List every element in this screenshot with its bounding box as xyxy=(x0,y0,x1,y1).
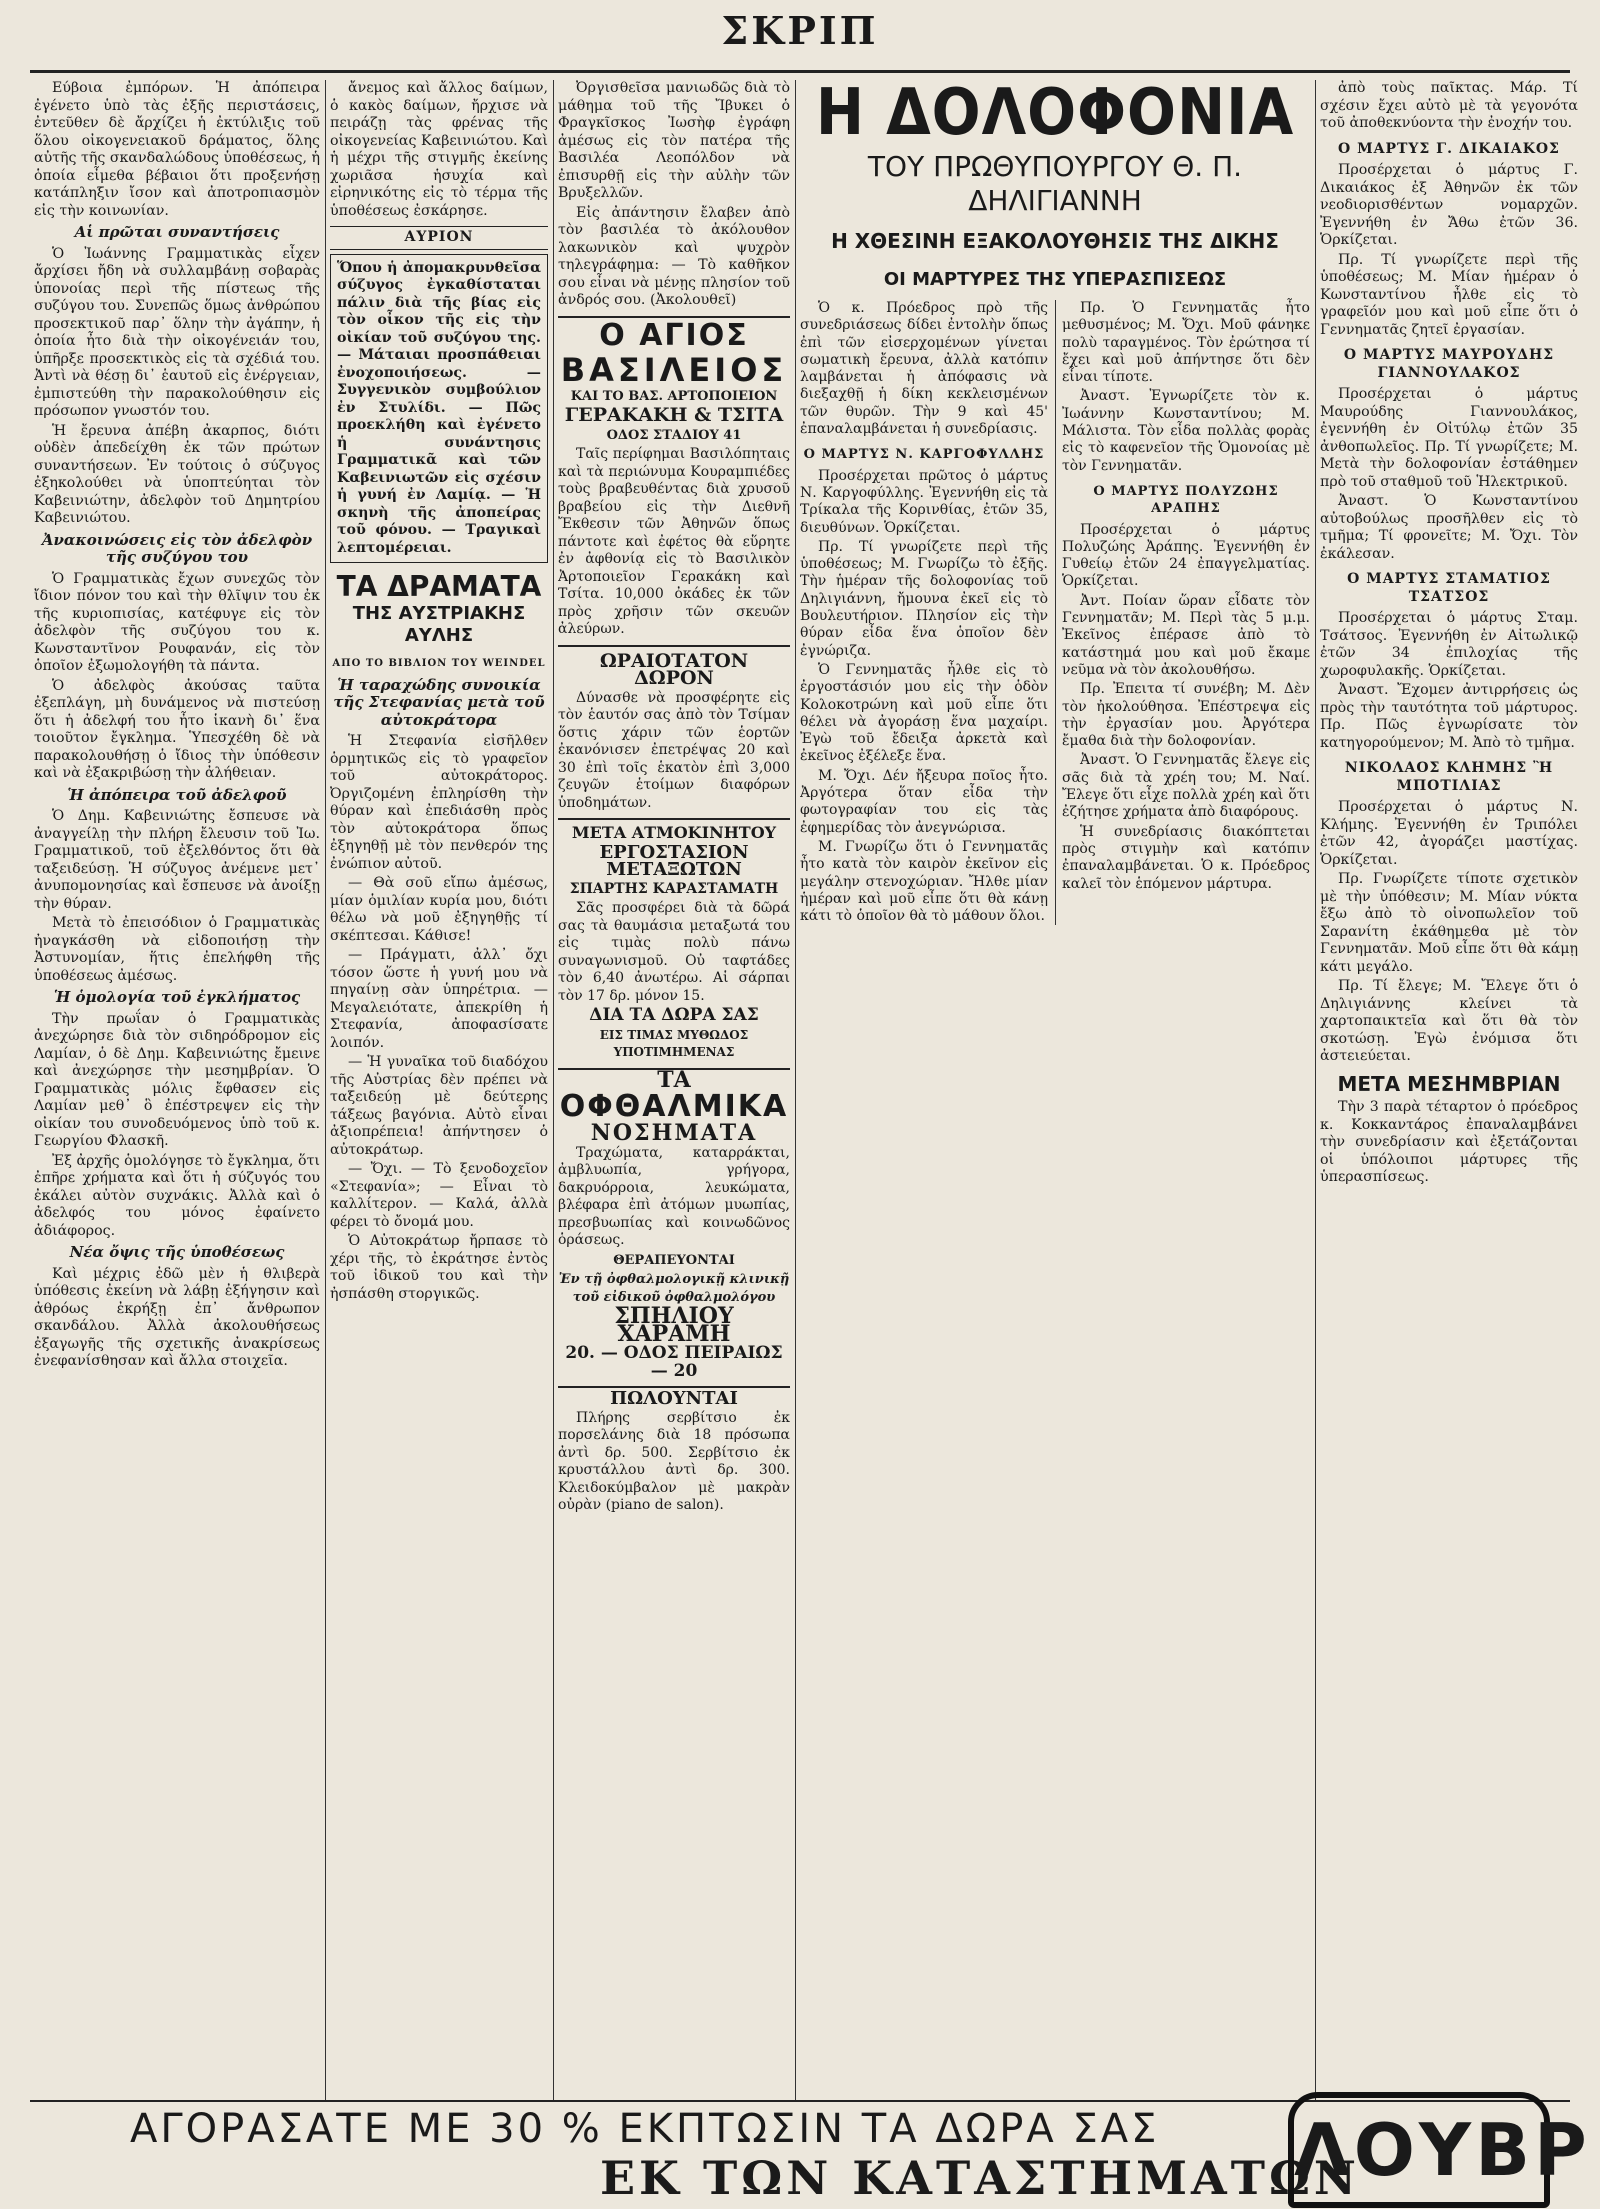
dramata-subtitle: ΤΗΣ ΑΥΣΤΡΙΑΚΗΣ ΑΥΛΗΣ xyxy=(352,603,526,646)
witness-heading: Ο ΜΑΡΤΥΣ ΣΤΑΜΑΤΙΟΣ ΤΣΑΤΣΟΣ xyxy=(1347,571,1551,605)
paragraph: — Θὰ σοῦ εἴπω ἀμέσως, μίαν ὁμιλίαν κυρία μου, διότι θέλω νὰ μοῦ ἐξηγηθῇς τί σκέπτεσαι. Κάθισε! xyxy=(330,875,548,944)
paragraph: Προσέρχεται ὁ μάρτυς Πολυζώης Ἀράπης. Ἐγεννήθη ἐν Γυθείῳ ἐτῶν 24 ἐπαγγελματίας. Ὁρκίζεται. xyxy=(1062,521,1310,590)
column-2 xyxy=(330,80,548,2100)
ad-agios-text: Ταῖς περίφημαι Βασιλόπηταις καὶ τὰ περιώνυμα Κουραμπιέδες τοὺς βραβευθέντας διὰ χρυσοῦ βραβείου εἰς τὴν Διεθνῆ Ἔκθεσιν τῶν Ἀθηνῶν ὅπως πάντοτε καὶ ἐφέτος θὰ εὕρητε ἐν ἀφθονίᾳ εἰς τὸ Βασιλικὸν Ἀρτοποιεῖον Γερακάκη καὶ Τσίτα. 10,000 ὀκάδες ἐκ τῶν πρὸς χρῆσιν τῶν σκευῶν ἀλεύρων. xyxy=(558,446,790,637)
ad-oraiotaton-text: Δύνασθε νὰ προσφέρητε εἰς τὸν ἑαυτόν σας ἀπὸ τὸν Τσίμαν ὅστις χάριν τῶν ἑορτῶν ἐκανόνισεν ἐπετρέψας 20 καὶ 30 ἐπὶ τοῖς ἑκατὸν ἐπὶ 3,000 ζευγῶν ἑτοίμων διαφόρων ὑποδημάτων. xyxy=(558,689,790,811)
paragraph: Πρ. Ὁ Γεννηματᾶς ἦτο μεθυσμένος; Μ. Ὄχι. Μοῦ φάνηκε πολὺ ταραγμένος. Τὸν ἐρώτησα τί ἔχει καὶ μοῦ ἀπήντησε ὅτι δὲν εἶναι τίποτε. xyxy=(1062,300,1310,386)
witness-heading: Ο ΜΑΡΤΥΣ Ν. ΚΑΡΓΟΦΥΛΛΗΣ xyxy=(803,447,1045,463)
paragraph: Τὴν 3 παρὰ τέταρτον ὁ πρόεδρος κ. Κοκκαντάρος ἐπαναλαμβάνει τὴν συνεδρίασιν καὶ ἐξετάζονται οἱ ὑπόλοιποι μάρτυρες τῆς ὑπερασπίσεως. xyxy=(1320,1099,1578,1185)
ad-address: 20. — ΟΔΟΣ ΠΕΙΡΑΙΩΣ — 20 xyxy=(565,1343,783,1381)
ad-agios-address: ΟΔΟΣ ΣΤΑΔΙΟΥ 41 xyxy=(606,427,742,443)
louvre-ad xyxy=(30,2106,1591,2206)
paragraph: Ὁ ἀδελφὸς ἀκούσας ταῦτα ἐξεπλάγη, μὴ δυνάμενος νὰ πιστεύσῃ ὅτι ἡ ἀδελφή του ἦτο ἱκανὴ δι᾽ ἕνα τοιοῦτον ἔγκλημα. Ὑπεσχέθη δὲ νὰ παρακολουθήσῃ ὁ ἴδιος τὴν ὑπόθεσιν καὶ νὰ ἐξακριβώσῃ τὴν ἀλήθειαν. xyxy=(34,677,320,781)
paragraph: Ὀργισθεῖσα μανιωδῶς διὰ τὸ μάθημα τοῦ τῆς Ἴβυκει ὁ Φραγκῖσκος Ἰωσὴφ ἐγράφη ἀμέσως εἰς τὸν πατέρα τῆς Βασιλέα Λεοπόλδον νὰ ἐπισυρθῇ εἰς τὴν αὐλὴν τῶν Βρυξελλῶν. xyxy=(558,80,790,201)
ad-divider xyxy=(558,818,790,820)
paragraph: Πρ. Γνωρίζετε τίποτε σχετικὸν μὲ τὴν ὑπόθεσιν; Μ. Μίαν νύκτα ἔξω ἀπὸ τὸ οἰνοπωλεῖον τοῦ Σαρανίτη ἐκάθημεθα μὲ τὸν Γεννηματᾶν. Μοῦ εἶπε ὅτι θὰ κάμῃ κάτι μεγάλο. xyxy=(1320,871,1578,975)
headline: Η ΔΟΛΟΦΟΝΙΑ xyxy=(815,80,1295,150)
paragraph: ἄνεμος καὶ ἄλλος δαίμων, ὁ κακὸς δαίμων, ἤρχισε νὰ πειράζῃ τὰς φρένας τῆς οἰκογενείας Καβεινιώτου. Καὶ ἡ μέχρι τῆς στιγμῆς ἐκείνης χωριᾶσα ἡσυχία καὶ εἰρηνικότης εἰς τὸ τέρμα τῆς ὑποθέσεως ἐσκάρησε. xyxy=(330,80,548,219)
witness-heading: ΝΙΚΟΛΑΟΣ ΚΛΗΜΗΣ Ἢ ΜΠΟΤΙΛΙΑΣ xyxy=(1344,760,1554,794)
paragraph: Ἡ συνεδρίασις διακόπτεται πρὸς στιγμὴν καὶ κατόπιν ἐπαναλαμβάνεται. Ὁ κ. Πρόεδρος καλεῖ τὸν ἑπόμενον μάρτυρα. xyxy=(1062,823,1310,892)
paragraph: Τὴν πρωΐαν ὁ Γραμματικὰς ἀνεχώρησε διὰ τὸν σιδηρόδρομον εἰς Λαμίαν, ὁ δὲ Δημ. Καβεινιώτης ἔμεινε καὶ ἀνεχώρησε τὴν μεσημβρίαν. Ὁ Γραμματικὰς μόλις ἔφθασεν εἰς Λαμίαν μεθ᾽ ὃ ἐπέστρεψεν εἰς τὴν οἰκίαν του συνοδευόμενος ὑπὸ τοῦ κ. Γεωργίου Φλασκῆ. xyxy=(34,1010,320,1149)
dramata-source: ΑΠΟ ΤΟ ΒΙΒΛΙΟΝ ΤΟΥ WEINDEL xyxy=(332,658,546,669)
ad-agios-sub2: ΓΕΡΑΚΑΚΗ & ΤΣΙΤΑ xyxy=(564,404,784,426)
paragraph: Πρ. Τί ἔλεγε; Μ. Ἔλεγε ὅτι ὁ Δηλιγιάννης κλείνει τὰ χαρτοπαικτεῖα καὶ ὅτι θὰ τὸν σκοτώσῃ. Ἐγὼ ἐνόμισα ὅτι ἀστειεύεται. xyxy=(1320,978,1578,1064)
paragraph: Ὁ Αὐτοκράτωρ ἤρπασε τὸ χέρι τῆς, τὸ ἐκράτησε ἐντὸς τοῦ ἰδικοῦ του καὶ τὴν ἠσπάσθη στοργικῶς. xyxy=(330,1233,548,1302)
louvre-logo-text: ΛΟΥΒΡ xyxy=(1294,2108,1591,2192)
paragraph: Ἀντ. Ποίαν ὥραν εἶδατε τὸν Γεννηματᾶν; Μ. Περὶ τὰς 5 μ.μ. Ἐκεῖνος ἐπέρασε ἀπὸ τὸ κατάστημά μου καὶ μοῦ ἔκαμε νεῦμα νὰ τὸν ἀκολουθήσω. xyxy=(1062,592,1310,678)
column-rule xyxy=(795,80,796,2100)
paragraph: Μ. Ὄχι. Δέν ἤξευρα ποῖος ἦτο. Ἀργότερα ὅταν εἶδα τὴν φωτογραφίαν του εἰς τὰς ἐφημερίδας τὸν ἀνεγνώρισα. xyxy=(800,767,1048,836)
ad-line-1: ΑΓΟΡΑΣΑΤΕ ΜΕ 30 % ΕΚΠΤΩΣΙΝ ΤΑ ΔΩΡΑ ΣΑΣ xyxy=(130,2106,1160,2152)
ad-vasileios: ΒΑΣΙΛΕΙΟΣ xyxy=(560,350,788,389)
headline-sub: ΤΟΥ ΠΡΩΘΥΠΟΥΡΓΟΥ Θ. Π. ΔΗΛΙΓΙΑΝΝΗ xyxy=(867,150,1243,217)
section-heading: Νέα ὄψις τῆς ὑποθέσεως xyxy=(69,1243,285,1261)
paragraph: Ἀναστ. Ἔχομεν ἀντιρρήσεις ὡς πρὸς τὴν ταυτότητα τοῦ μάρτυρος. Πρ. Πῶς ἐγνωρίσατε τὸν κατηγορούμενον; Μ. Ἀπὸ τὸ τμῆμα. xyxy=(1320,682,1578,751)
section-heading: Ἡ ἀπόπειρα τοῦ ἀδελφοῦ xyxy=(67,785,287,804)
ad-eis-times: ΕΙΣ ΤΙΜΑΣ ΜΥΘΩΔΟΣ ΥΠΟΤΙΜΗΜΕΝΑΣ xyxy=(599,1027,749,1059)
ad-agios-sub1: ΚΑΙ ΤΟ ΒΑΣ. ΑΡΤΟΠΟΙΕΙΟΝ xyxy=(570,388,778,404)
headline-witnesses: ΟΙ ΜΑΡΤΥΡΕΣ ΤΗΣ ΥΠΕΡΑΣΠΙΣΕΩΣ xyxy=(883,269,1227,290)
section-heading: Αἱ πρῶται συναντήσεις xyxy=(74,223,280,241)
ad-ta: ΤΑ xyxy=(657,1066,691,1093)
paragraph: Προσέρχεται ὁ μάρτυς Ν. Κλήμης. Ἐγεννήθη ἐν Τριπόλει ἐτῶν 42, ἀγοράζει μαστίχας. Ὁρκίζεται. xyxy=(1320,799,1578,868)
ad-nosimata: ΝΟΣΗΜΑΤΑ xyxy=(590,1120,758,1146)
paragraph: — Ὄχι. — Τὸ ξενοδοχεῖον «Στεφανία»; — Εἶναι τὸ καλλίτερον. — Καλά, ἀλλὰ φέρει τὸ ὄνομά μου. xyxy=(330,1161,548,1230)
ad-pwlountai-text: Πλήρης σερβίτσιο ἐκ πορσελάνης διὰ 18 πρόσωπα ἀντὶ δρ. 500. Σερβίτσιο ἐκ κρυστάλλου ἀντὶ δρ. 300. Κλειδοκύμβαλον μὲ μακρὰν οὐρὰν (piano de salon). xyxy=(558,1409,790,1513)
ad-divider xyxy=(558,645,790,647)
paragraph: Προσέρχεται ὁ μάρτυς Μαυρούδης Γιαννουλάκος, ἐγεννήθη ἐν Οἰτύλῳ ἐτῶν 35 ἀνθοπωλεῖος. Πρ. Τί γνωρίζετε; Μ. Μετὰ τὴν δολοφονίαν ἐστάθημεν πρὸ τοῦ σταθμοῦ τοῦ Ἡλεκτρικοῦ. xyxy=(1320,386,1578,490)
paragraph: Ἀναστ. Ὁ Κωνσταντίνου αὐτοβούλως προσῆλθεν εἰς τὸ τμῆμα; Τί φρονεῖτε; Μ. Ὄχι. Τὸν ἐκάλεσαν. xyxy=(1320,493,1578,562)
column-rule xyxy=(325,80,326,2100)
ad-meta: ΜΕΤΑ ΑΤΜΟΚΙΝΗΤΟΥ xyxy=(571,823,777,842)
ad-oraiotaton: ΩΡΑΙΟΤΑΤΟΝ ΔΩΡΟΝ xyxy=(599,649,749,689)
ad-klinik: Ἐν τῇ ὀφθαλμολογικῇ κλινικῇ τοῦ εἰδικοῦ ὀφθαλμολόγου xyxy=(558,1272,790,1305)
paragraph: Εύβοια ἐμπόρων. Ἡ ἀπόπειρα ἐγένετο ὑπὸ τὰς ἐξῆς περιστάσεις, ἐντεῦθεν δὲ ἄρχίζει ἡ ἐκτύλιξις τοῦ ὅλου οἰκογενειακοῦ δράματος, ὅλης αὐτῆς τῆς σκανδαλώδους ὑποθέσεως, ἡ ὁποία εἶμεθα βέβαιοι ὅτι προξενήσῃ κατάπληξιν ἴσον καὶ ἀποτροπιασμὸν εἰς τὴν κοινωνίαν. xyxy=(34,80,320,219)
column-5 xyxy=(1320,80,1578,2100)
paragraph: Ὁ Ἰωάννης Γραμματικὰς εἶχεν ἄρχίσει ἤδη νὰ συλλαμβάνῃ σοβαρὰς ὑπονοίας περὶ τῆς πίστεως τῆς συζύγου του. Συνεπῶς ὅμως ἀνθρώπου προσεκτικοῦ παρ᾽ ὅλην τὴν ἀγάπην, ἡ ὁποία ἦτο διὰ τὴν οἰκογένειάν του, ὑπῆρξε προσεκτικὸς εἰς τὰ σχέδιά του. Ἀντὶ νὰ θέσῃ δι᾽ ἑαυτοῦ εἰς ἐνέργειαν, ἐμπιστεύθη τὴν παρακολούθησιν εἰς πρόσωπον γνωστόν του. xyxy=(34,245,320,419)
ad-meta-text: Σᾶς προσφέρει διὰ τὰ δῶρά σας τὰ θαυμάσια μεταξωτά του εἰς τιμὰς πολὺ πάνω συναγωνισμοῦ. Οὐ ταφτάδες τὸν 6,40 ἀνωτέρω. Αἱ σάρπαι τὸν 17 δρ. μόνον 15. xyxy=(558,900,790,1004)
headline-trial: Η ΧΘΕΣΙΝΗ ΕΞΑΚΟΛΟΥΘΗΣΙΣ ΤΗΣ ΔΙΚΗΣ xyxy=(831,229,1279,253)
column-4 xyxy=(800,80,1310,2100)
paragraph: Καὶ μέχρις ἐδῶ μὲν ἡ θλιβερὰ ὑπόθεσις ἐκείνη νὰ λάβῃ ἐξήγησιν καὶ ἀθρόως ἐκρήξῃ ἐπ᾽ ἄνθρωπον σκανδάλου. Ἀλλὰ ἀκολουθήσεως ἐξαγωγῆς τῆς σχετικῆς ἀνακρίσεως ἐνεφανίσθησαν καὶ ἄλλα στοιχεῖα. xyxy=(34,1265,320,1369)
ad-ergostasion: ΕΡΓΟΣΤΑΣΙΟΝ ΜΕΤΑΞΩΤΩΝ xyxy=(599,841,749,880)
masthead-title: ΣΚΡΙΠ xyxy=(721,8,879,53)
paragraph: — Ἡ γυναῖκα τοῦ διαδόχου τῆς Αὐστρίας δὲν πρέπει νὰ ταξειδεύῃ μὲ δεύτερης τάξεως βαγόνια. Αὐτὸ εἶναι ἀξιοπρέπεια! ἀπήντησεν ὁ αὐτοκράτωρ. xyxy=(330,1054,548,1158)
ad-therapevontai: ΘΕΡΑΠΕΥΟΝΤΑΙ xyxy=(613,1252,735,1268)
ad-ofthalmika-text: Τραχώματα, καταρράκται, ἀμβλυωπία, γρήγορα, δακρυόρροια, λευκώματα, βλέφαρα ἐπὶ ἀτόμων μυωπίας, πρεσβυωπίας καὶ κοινωδῶνος ὁράσεως. xyxy=(558,1144,790,1248)
paragraph: Ὁ Γεννηματᾶς ἦλθε εἰς τὸ ἐργοστάσιόν μου εἰς τὴν ὁδὸν Κολοκοτρώνη καὶ μοῦ εἶπε ὅτι θέλει νὰ ἀγοράσῃ ἕνα μαχαίρι. Ἐγὼ τοῦ ἔδειξα ἀρκετὰ καὶ ἐκεῖνος ἐξέλεξε ἕνα. xyxy=(800,661,1048,765)
paragraph: Ἀναστ. Ἐγνωρίζετε τὸν κ. Ἰωάννην Κωνσταντίνου; Μ. Μάλιστα. Τὸν εἶδα πολλὰς φορὰς εἰς τὸ καφενεῖον τῆς Ὁμονοίας μὲ τὸν Γεννηματᾶν. xyxy=(1062,388,1310,474)
masthead xyxy=(0,0,1600,62)
paragraph: Προσέρχεται πρῶτος ὁ μάρτυς Ν. Καργοφύλλης. Ἐγεννήθη εἰς τὰ Τρίκαλα τῆς Κορινθίας, ἐτῶν 35, διευθύνων. Ὁρκίζεται. xyxy=(800,467,1048,536)
ad-pwlountai: ΠΩΛΟΥΝΤΑΙ xyxy=(610,1388,738,1409)
paragraph: Ἐξ ἀρχῆς ὁμολόγησε τὸ ἔγκλημα, ὅτι ἐπῆρε χρήματα καὶ ὅτι ἡ σύζυγός του ἐκάλει αὐτὸν συχνάκις. Ἀλλὰ καὶ ὁ ἀδελφός του μόνος ἐφαίνετο ἀδιάφορος. xyxy=(34,1152,320,1239)
dramata-title: ΤΑ ΔΡΑΜΑΤΑ xyxy=(336,570,542,603)
paragraph: Προσέρχεται ὁ μάρτυς Γ. Δικαιάκος ἐξ Ἀθηνῶν ἐκ τῶν νεοδιορισθέντων νομαρχῶν. Ἐγεννήθη ἐν Ἄθω ἐτῶν 36. Ὁρκίζεται. xyxy=(1320,162,1578,248)
ad-ofthalmika: ΟΦΘΑΛΜΙΚΑ xyxy=(559,1089,789,1124)
top-rule xyxy=(30,70,1570,73)
paragraph: Ἡ ἔρευνα ἀπέβη ἀκαρπος, διότι οὐδὲν ἀπεδείχθη ἐκ τῶν πρώτων συναντήσεων. Ἐν τούτοις ὁ σύζυγος ἐξηκολούθει νὰ ὑποπτεύηται τὸν Καβεινιώτην, ἀδελφὸν τοῦ Δημητρίου Καβεινιώτου. xyxy=(34,422,320,526)
paragraph: Προσέρχεται ὁ μάρτυς Σταμ. Τσάτσος. Ἐγεννήθη ἐν Αἰτωλικῷ ἐτῶν 34 ἐπιλοχίας τῆς χωροφυλακῆς. Ὁρκίζεται. xyxy=(1320,610,1578,679)
paragraph: Ὁ Δημ. Καβεινιώτης ἔσπευσε νὰ ἀναγγείλῃ τὴν πλήρη ἔλευσιν τοῦ Ἰω. Γραμματικοῦ, τοῦ ἐξελθόντος ὅτι θὰ ταξειδεύσῃ. Ἡ σύζυγος ἀνέμενε μετ᾽ ἀνυπομονησίας καὶ ἔσπευσε νὰ ἀνοίξῃ τὴν θύραν. xyxy=(34,808,320,912)
witness-heading: Ο ΜΑΡΤΥΣ Γ. ΔΙΚΑΙΑΚΟΣ xyxy=(1338,140,1560,157)
section-heading: Ἡ ταραχώδης συνοικία τῆς Στεφανίας μετὰ τοῦ αὐτοκράτορα xyxy=(333,675,545,729)
column-rule xyxy=(1315,80,1316,2100)
article-body xyxy=(800,300,1310,925)
paragraph: Ὁ κ. Πρόεδρος πρὸ τῆς συνεδριάσεως δίδει ἐντολὴν ὅπως ἐπὶ τῶν εἰσερχομένων γίνεται σωματικὴ ἔρευνα, ἀλλὰ κατόπιν λαμβάνεται ἡ ἀπόφασις νὰ διεξαχθῇ ἡ δίκη κεκλεισμένων τῶν θυρῶν. Τὴν 9 καὶ 45' ἐπαναλαμβάνεται ἡ συνεδρίασις. xyxy=(800,300,1048,438)
paragraph: Πρ. Τί γνωρίζετε περὶ τῆς ὑποθέσεως; Μ. Γνωρίζω τὸ ἐξῆς. Τὴν ἡμέραν τῆς δολοφονίας τοῦ Δηλιγιάννη, ἤμουνα ἐκεῖ εἰς τὸ Βουλευτήριον. Πλησίον εἰς τὴν θύραν εἶδα ἕνα ὁποῖον δὲν ἐγνώριζα. xyxy=(800,538,1048,659)
paragraph: — Πράγματι, ἀλλ᾽ ὄχι τόσον ὥστε ἡ γυνή μου νὰ πηγαίνῃ σὰν ὑπηρέτρια. — Μεγαλειότατε, ἀπεκρίθη ἡ Στεφανία, ἀποφασίσατε λοιπόν. xyxy=(330,947,548,1051)
section-heading: Ἡ ὁμολογία τοῦ ἐγκλήματος xyxy=(53,988,301,1006)
louvre-logo xyxy=(1288,2092,1591,2208)
paragraph: Πρ. Ἐπειτα τί συνέβη; Μ. Δὲν τὸν ἠκολούθησα. Ἐπέστρεψα εἰς τὴν ἐργασίαν μου. Ἀργότερα ἔμαθα διὰ τὴν δολοφονίαν. xyxy=(1062,681,1310,750)
box-text: Ὅπου ἡ ἀπομακρυνθεῖσα σύζυγος ἐγκαθίσταται πάλιν διὰ τῆς βίας εἰς τὸν οἶκον τῆς εἰς τὴν οἰκίαν τοῦ συζύγου της. — Μάταιαι προσπάθειαι ἐνοχοποιήσεως. — Συγγενικὸν συμβούλιον ἐν Στυλίδι. — Πῶς προεκλήθη καὶ ἐγένετο ἡ συνάντησις Γραμματικᾶ καὶ τῶν Καβεινιωτῶν εἰς σχέσιν ἡ γυνή ἐν Λαμίᾳ. — Ἡ σκηνὴ τῆς ἀποπείρας τοῦ φόνου. — Τραγικαὶ λεπτομέρειαι. xyxy=(337,259,541,556)
ad-spilios: ΣΠΗΛΙΟΥ ΧΑΡΑΜΗ xyxy=(614,1303,734,1347)
paragraph: ἀπὸ τοὺς παῖκτας. Μάρ. Τί σχέσιν ἔχει αὐτὸ μὲ τὰ γεγονότα τοῦ ἀποθεκνύοντα τὴν ἐνοχήν του. xyxy=(1320,80,1578,131)
paragraph: Μετὰ τὸ ἐπεισόδιον ὁ Γραμματικὰς ἠναγκάσθη νὰ εἰδοποιήσῃ τὴν Ἀστυνομίαν, ἥτις ἐπελήφθη τῆς ὑποθέσεως ἀμέσως. xyxy=(34,915,320,984)
witness-heading: Ο ΜΑΡΤΥΣ ΜΑΥΡΟΥΔΗΣ ΓΙΑΝΝΟΥΛΑΚΟΣ xyxy=(1343,347,1555,381)
paragraph: Μ. Γνωρίζω ὅτι ὁ Γεννηματᾶς ἦτο κατὰ τὸν καιρὸν ἐκεῖνον εἰς μεγάλην στενοχώριαν. Ἤλθε μίαν ἡμέραν καὶ μοῦ εἶπε ὅτι θὰ κάνῃ κάτι τὸ ὁποῖον θὰ τὸ μάθουν ὅλοι. xyxy=(800,838,1048,925)
column-1 xyxy=(34,80,320,2100)
section-heading: Ἀνακοινώσεις εἰς τὸν ἀδελφὸν τῆς συζύγου του xyxy=(41,530,313,566)
paragraph: Ὁ Γραμματικὰς ἔχων συνεχῶς τὸν ἴδιον πόνον του καὶ τὴν θλῖψιν του ἐκ τῆς κυριοπισίας, κατέφυγε εἰς τὸν ἀδελφὸν τῆς συζύγου του κ. Κωνσταντῖνον Ρουφανάν, εἰς τὸν ὁποῖον ἐξωμολογήθη τὰ πάντα. xyxy=(34,570,320,674)
column-rule xyxy=(553,80,554,2100)
ad-dia-ta-dora: ΔΙΑ ΤΑ ΔΩΡΑ ΣΑΣ xyxy=(589,1005,759,1025)
column-3 xyxy=(558,80,790,2100)
paragraph: Εἰς ἀπάντησιν ἔλαβεν ἀπὸ τὸν βασιλέα τὸ ἀκόλουθον λακωνικὸν καὶ ψυχρὸν τηλεγράφημα: — Τὸ καθῆκον σου εἶναι νὰ μένῃς πλησίον τοῦ ἀνδρός σου. (Ἀκολουθεῖ) xyxy=(558,204,790,308)
ad-spartis: ΣΠΑΡΤΗΣ ΚΑΡΑΣΤΑΜΑΤΗ xyxy=(569,880,779,897)
section-heading: ΑΥΡΙΟΝ xyxy=(330,226,548,250)
tomorrow-box xyxy=(330,254,548,564)
witness-heading: Ο ΜΑΡΤΥΣ ΠΟΛΥΖΩΗΣ ΑΡΑΠΗΣ xyxy=(1093,483,1279,517)
paragraph: Πρ. Τί γνωρίζετε περὶ τῆς ὑποθέσεως; Μ. Μίαν ἡμέραν ὁ Κωνσταντίνου ἦλθε εἰς τὸ γραφεῖόν μου καὶ μοῦ εἶπε ὅτι ὁ Γεννηματᾶς ζητεῖ ἐργασίαν. xyxy=(1320,251,1578,338)
paragraph: Ἡ Στεφανία εἰσῆλθεν ὁρμητικῶς εἰς τὸ γραφεῖον τοῦ αὐτοκράτορος. Ὀργιζομένη ἐπληρίσθη τὴν θύραν καὶ ἐπεδιάσθη πρὸς τὸν αὐτοκράτορα ὅπως ἐξηγηθῇ μὲ τὸν πενθερόν της ἐνώπιον αὐτοῦ. xyxy=(330,733,548,872)
ad-agios-title: Ο ΑΓΙΟΣ xyxy=(599,317,749,353)
afternoon-heading: ΜΕΤΑ ΜΕΣΗΜΒΡΙΑΝ xyxy=(1337,1071,1561,1096)
paragraph: Ἀναστ. Ὁ Γεννηματᾶς ἔλεγε εἰς σᾶς διὰ τὰ χρέη του; Μ. Ναί. Ἔλεγε ὅτι εἶχε πολλὰ χρέη καὶ ὅτι ἐζήτησε χρήματα ἀπὸ διαφόρους. xyxy=(1062,752,1310,821)
ad-line-2: ΕΚ ΤΩΝ ΚΑΤΑΣΤΗΜΑΤΩΝ xyxy=(600,2151,1360,2205)
